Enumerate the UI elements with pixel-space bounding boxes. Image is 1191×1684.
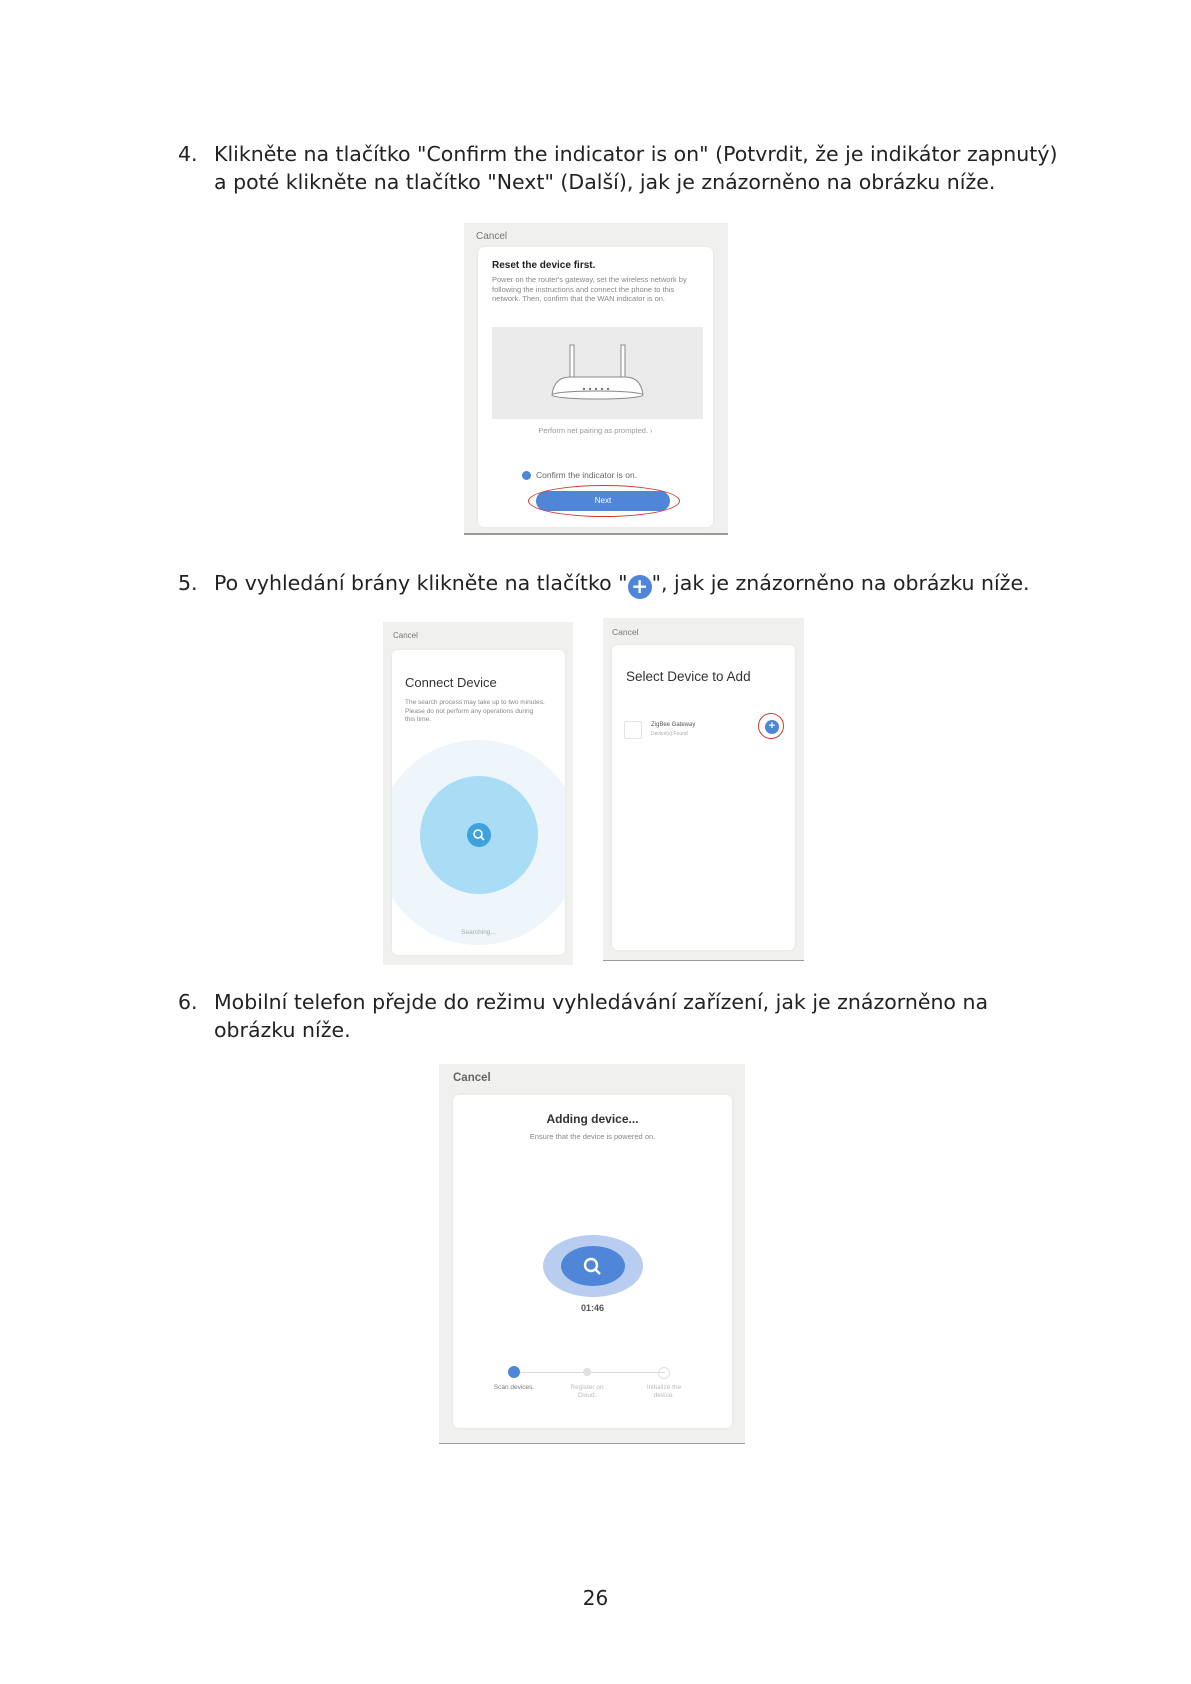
step-6 <box>178 988 1058 1044</box>
screenshot-connect-device <box>383 622 573 965</box>
adding-title: Adding device... <box>546 1112 639 1126</box>
cancel-link[interactable]: Cancel <box>453 1072 491 1084</box>
highlight-circle <box>528 485 680 517</box>
step-number: 5. <box>178 571 198 595</box>
screenshot-select-device <box>603 618 804 961</box>
step-number: 6. <box>178 990 198 1014</box>
next-button[interactable]: Next <box>536 491 670 511</box>
step-number: 4. <box>178 142 198 166</box>
router-illustration <box>492 327 703 419</box>
stage-initialize-label: Initialize the device. <box>646 1384 682 1399</box>
confirm-indicator-label[interactable]: Confirm the indicator is on. <box>536 470 638 480</box>
searching-status: Searching... <box>461 929 496 936</box>
stage-register-icon <box>583 1368 591 1376</box>
cancel-link[interactable]: Cancel <box>393 631 418 640</box>
device-sub: Device(s) Found <box>651 731 688 737</box>
highlight-circle <box>758 713 784 739</box>
device-name: ZigBee Gateway <box>651 722 696 728</box>
step-text: Mobilní telefon přejde do režimu vyhledávání zařízení, jak je znázorněno na obrázku níže. <box>214 990 989 1042</box>
add-plus-icon: + <box>628 575 652 599</box>
reset-description: Power on the router's gateway, set the wireless network by following the instructions and connect the phone to this network. Then, confirm that the WAN indicator is on. <box>492 275 687 303</box>
add-device-plus-button[interactable]: + <box>765 720 779 734</box>
select-card <box>612 645 795 950</box>
connect-card <box>392 650 565 955</box>
device-thumbnail <box>624 721 642 739</box>
step-5 <box>178 569 1058 599</box>
stage-initialize-icon <box>658 1367 670 1379</box>
reset-title: Reset the device first. <box>492 260 596 271</box>
reset-card <box>478 247 713 527</box>
step-4 <box>178 140 1058 196</box>
adding-card <box>453 1095 732 1428</box>
net-pairing-link[interactable]: Perform net pairing as prompted. › <box>538 426 653 435</box>
select-title: Select Device to Add <box>626 669 751 684</box>
cancel-link[interactable]: Cancel <box>476 231 508 242</box>
page-number: 26 <box>582 1586 609 1610</box>
stage-register-label: Register on Cloud. <box>570 1384 604 1399</box>
stage-scan-label: Scan devices. <box>493 1384 535 1391</box>
stage-scan-icon <box>508 1366 520 1378</box>
step-text: Po vyhledání brány klikněte na tlačítko " + ", jak je znázorněno na obrázku níže. <box>214 571 1030 598</box>
cancel-link[interactable]: Cancel <box>612 627 639 637</box>
timer: 01:46 <box>580 1303 605 1313</box>
screenshot-adding-device <box>439 1064 745 1444</box>
search-icon <box>561 1246 625 1286</box>
checkbox-checked-icon[interactable] <box>522 471 531 480</box>
step-text: Klikněte na tlačítko "Confirm the indicator is on" (Potvrdit, že je indikátor zapnutý) a poté klikněte na tlačítko "Next" (Další), jak je znázorněno na obrázku níže. <box>214 142 1058 194</box>
screenshot-reset-device <box>464 223 728 535</box>
connect-title: Connect Device <box>405 675 497 690</box>
adding-subtitle: Ensure that the device is powered on. <box>529 1132 656 1141</box>
search-icon <box>467 823 491 847</box>
router-icon <box>492 327 703 419</box>
connect-description: The search process may take up to two minutes. Please do not perform any operations during this time. <box>405 699 545 723</box>
